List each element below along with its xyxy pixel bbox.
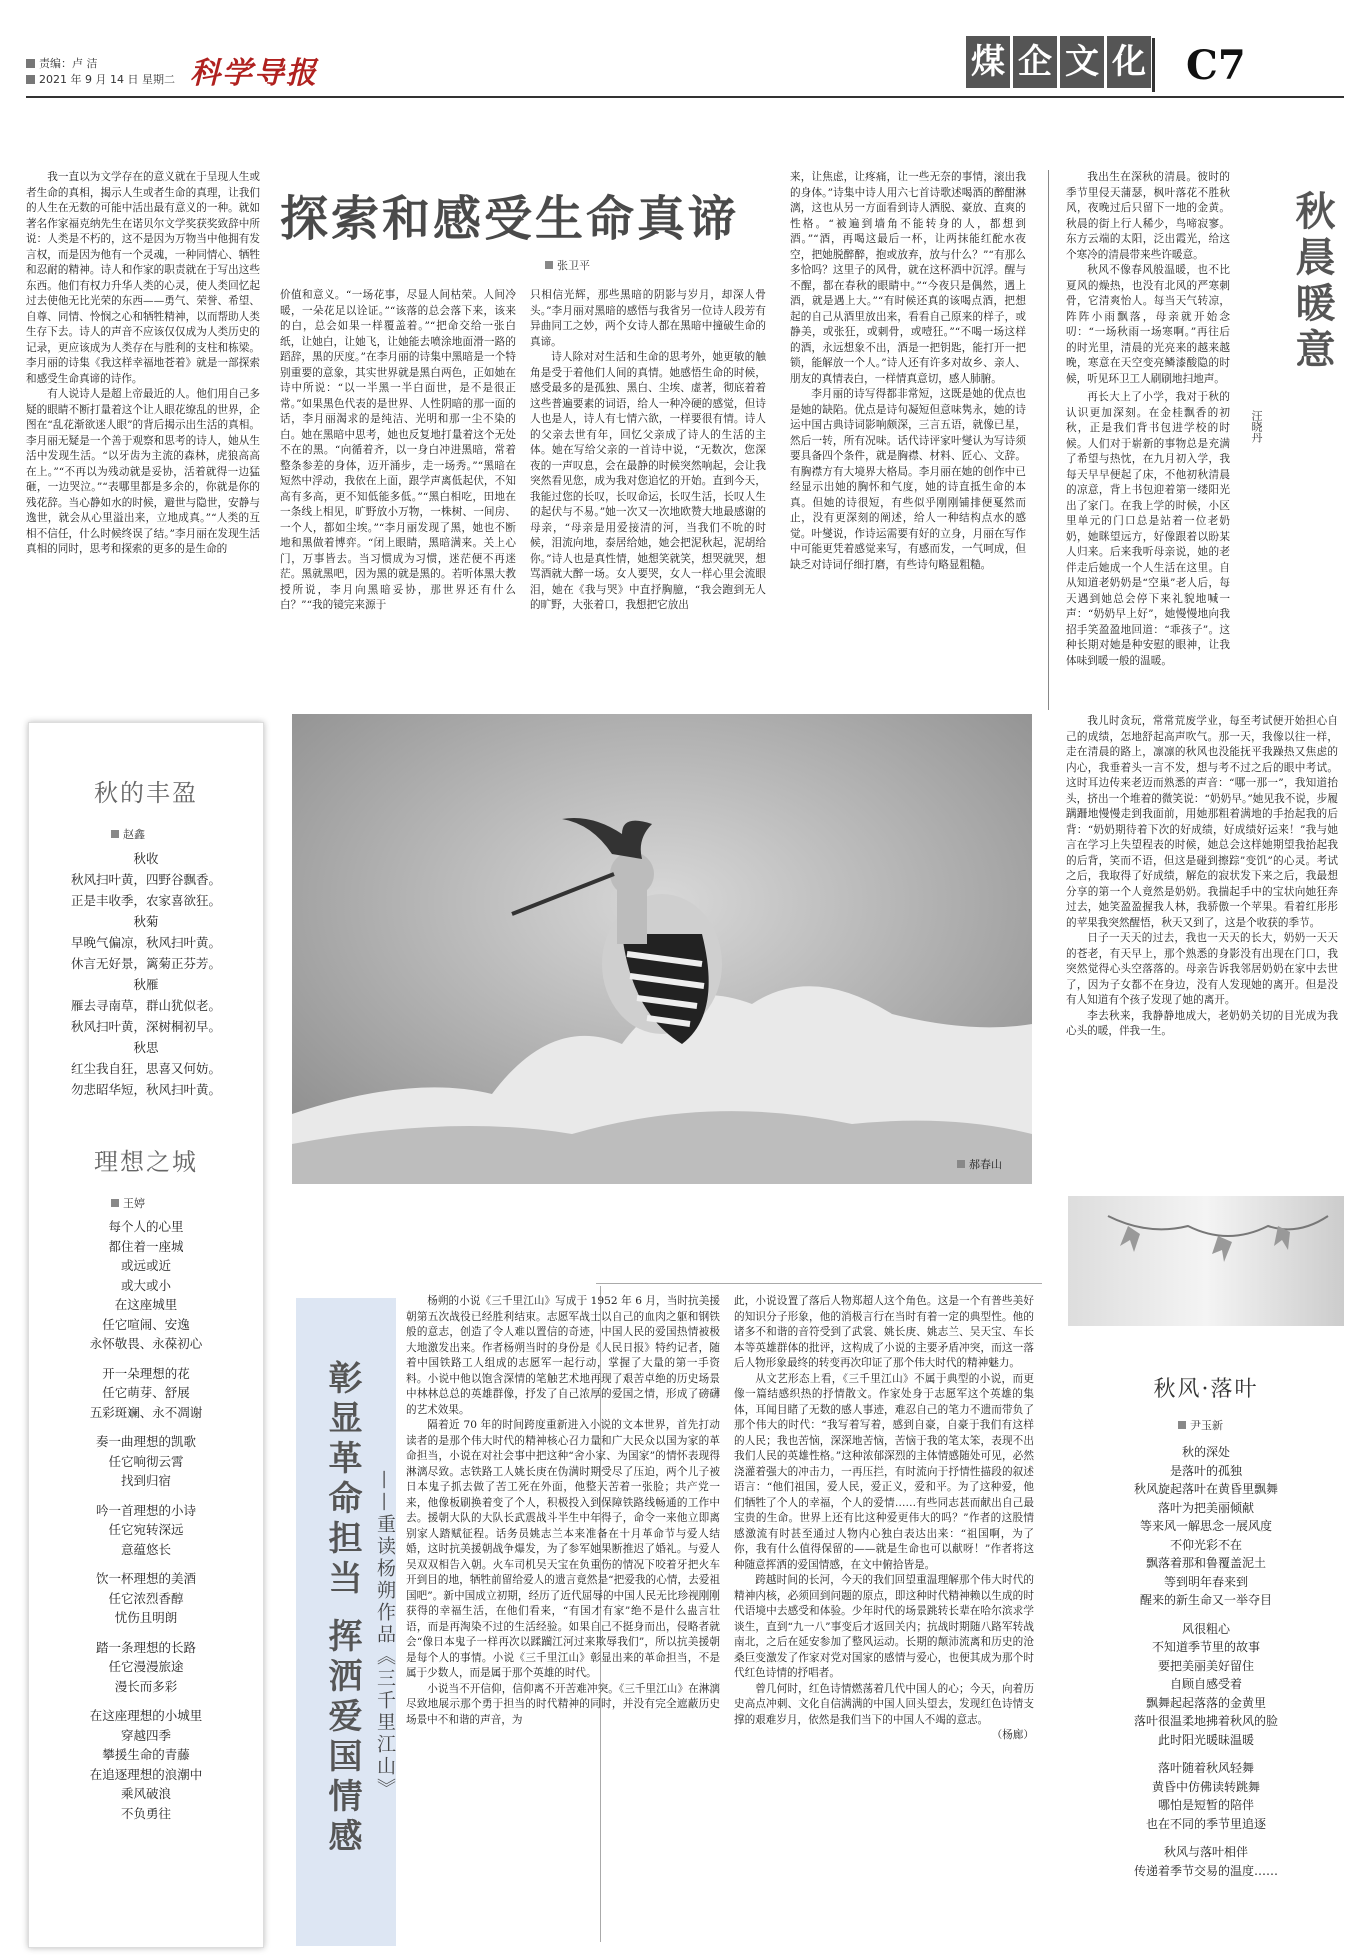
bullet-square-icon [111, 1199, 119, 1207]
hoopoe-photo [292, 714, 1032, 1184]
poem-title: 理想之城 [94, 1148, 198, 1176]
left-poem-panel [28, 722, 264, 1948]
essay-column: 我儿时贪玩，常常荒废学业，每至考试便开始担心自己的成绩，怎地舒起高声吹气。那一天，我像以往一样，走在清晨的路上，凛凛的秋风也没能抚平我躁热又焦虑的内心，我垂着头一言不发，想与考不过之后的眼中考试。这时耳边传来老迈而熟悉的声音：“哪一那一”，我知道抬头，挤出一个堆着的微笑说：“奶奶早。”她见我不说，步履蹒跚地慢慢走到我面前，用她那粗着满地的手抬起我的后背：“奶奶期待着下次的好成绩，好成绩好运来！”我与她言在学习上失望程表的时候，她总会这样她期望我抬起我的后背，笑而不语，但这是碰到擦踪”变饥”的心灵。考试之后，我取得了好成绩，解危的寂状发下来之后，我最想分享的第一个人竟然是奶奶。我揣起手中的宝状向她狂奔过去，她笑盈盈握我人林，我骄傲一个苹果。看着红彤彤的苹果我突然醒悟，秋天又到了，这是个收获的季节。 日子一天天的过去，我也一天天的长大，奶奶一天天的苍老，有天早上，那个熟悉的身影没有出现在门口，我突然觉得心头空落落的。母亲告诉我邻居奶奶在家中去世了，因为子女都不在身边，没有人发现她的离开。但是没有人知道有个孩子发现了她的离开。 李去秋来，我静静地成大，老奶奶关切的目光成为我心头的暖，伴我一生。 [1066, 715, 1338, 1037]
bullet-square-icon [111, 830, 119, 838]
bullet-square-icon [957, 1160, 965, 1168]
lower-column: 杨朔的小说《三千里江山》写成于 1952 年 6 月，当时抗美援朝第五次战役已经胜利结束。志愿军战士以自己的血肉之躯和钢铁般的意志，创造了令人难以置信的奇迹，中国人民的爱国热情被极大地激发出来。作者杨朔当时的身份是《人民日报》特约记者，随着中国铁路工人组成的志愿军一起行动，掌握了大量的第一手资料。小说中他以饱含深情的笔触艺术地再现了艰苦卓绝的历史场景中林林总总的英雄群像，抒发了自己浓厚的爱国之情，形成了磅礴的艺术效果。 隔着近 70 年的时间跨度重新进入小说的文本世界，首先打动读者的是那个伟大时代的精神核心召力量和广大民众以国为家的革命担当，小说在对社会事中把这种“舍小家、为国家”的情怀表现得淋漓尽致。志铁路工人姚长庚在伪满时期受尽了压迫，两个儿子被日本鬼子抓去做了苦工死在外面，他整天苦着一张脸；共产党一来，他像板刷换着变了个人，积极投入到保障铁路线畅通的工作中去。援朝大队的大队长武震战斗半生中年得子，命令一来他立即离别家人踏赋征程。话务员姚志兰本来准备在十月革命节与爱人结婚，这时抗美援朝战争爆发，为了参军她果断推迟了婚礼。与爱人吴双双相告入朝。火车司机吴天宝在负重伤的情况下咬着牙把火车开到目的地，牺牲前留给爱人的遗言竟然是“把爱我的心情，去爱祖国吧”。新中国成立初期，经历了近代屈辱的中国人民无比珍视刚刚获得的幸福生活，在他们看来，“有国才有家”绝不是什么蛊言壮语，而是再淘染不过的生活经验。如果自己不挺身而出，侵略者就会“像日本鬼子一样再次以蹂躏江河过来欺辱我们”，所以抗美援朝是每个人的事情。小说《三千里江山》彰显出来的革命担当，不是属于少数人，而是属于那个英雄的时代。 小说当不开信仰，信仰离不开苦难冲突。《三千里江山》在淋漓尽致地展示那个勇于担当的时代精神的同时，并没有完全遮蔽历史场景中不和谐的声音，为 [406, 1295, 720, 1726]
poem-title: 秋的丰盈 [94, 779, 198, 807]
editor-line: 责编：卢 洁 [26, 56, 98, 71]
bullet-square-icon [545, 261, 553, 269]
bullet-square-icon [26, 59, 35, 68]
page-number: C7 [1186, 42, 1246, 89]
masthead: 科学导报 [190, 56, 318, 91]
poem-title: 秋风·落叶 [1153, 1377, 1259, 1402]
leaf-icon [1068, 1196, 1344, 1326]
essay-title: 秋晨暖意 [1289, 190, 1336, 374]
article-column: 只相信光辉，那些黑暗的阴影与岁月，却深人骨头。”李月丽对黑暗的感悟与我省另一位诗人段芳有异曲同工之妙，两个女诗人都在黑暗中撞破生命的真谛。 诗人除对对生活和生命的思考外，她更敏的触角是受于着他们人间的真情。她感悟生命的时候，感受最多的是孤独、黑白、尘埃、虚著，彻底着着这些普遍要素的词语，给人一种冷硬的感觉，但诗人也是人，诗人有七情六欲，一样要很有情。诗人的父亲去世有年，回忆父亲成了诗人的生活的主体。她在写给父亲的一首诗中说，“无数次，您深夜的一声叹息，会在最静的时候突然响起，会让我突然看见您，成为我对您追忆的开始。直到今天，我能过您的长叹，长叹命运，长叹生活，长叹人生的起伏与不易。”她一次又一次地欧赞大地最感谢的母亲，“母亲是用爱接清的河，当我们不吮的时候，泪流向地，泰居给她，她会把泥秋起，泥胡给你。”诗人也是真性情，她想笑就笑，想哭就哭，想骂酒就大醉一场。女人要哭，女人一样心里会流眼泪，她在《我与哭》中直抒胸臆，“我会跑到无人的旷野，大张着口，我想把它放出 [530, 289, 766, 611]
poem-body: 秋的深处 是落叶的孤独 秋风旋起落叶在黄昏里飘舞 落叶为把美丽倾献 等来风一解思念一展风度 不仰光彩不在 飘落着那和鲁覆盖泥土 等到明年春来到 醒来的新生命又一举夺目 风很粗心 不知道季节里的故事 要把美丽美好留住 自顾自感受着 飘舞起起落落的金黄里 落叶很温柔地拂着秋风的脸 此时阳光暖昧温暖 落叶随着秋风轻舞 黄昏中仿佛读转跳舞 哪怕是短暂的陪伴 也在不同的季节里追逐 秋风与落叶相伴 传递着季节交易的温度…… [1133, 1445, 1278, 1878]
photo-caption: 郝春山 [957, 1156, 1002, 1172]
date-line: 2021 年 9 月 14 日 星期二 [26, 72, 175, 87]
essay-column: 再长大上了小学，我对于秋的认识更加深刻。在金桂飘香的初秋，正是我们背书包进学校的时候。人们对于崭新的事物总是充满了希望与热忱，在九月初入学，我每天早早便起了床，不他初秋清晨的凉意，背上书包迎着第一缕阳光出了家门。在我上学的时候，小区里单元的门口总是站着一位老奶奶，她眯望远方，好像跟着以盼某人归来。后来我听母亲说，她的老伴走后她成一个人生活在这里。自从知道老奶奶是“空巢”老人后，每天遇到她总会停下来礼貌地喊一声：“奶奶早上好”，她慢慢地向我招手笑盈盈地回道：“乖孩子”。这种长期对她是种安慰的眼神，让我体味到暖一般的温暖。 [1066, 391, 1230, 667]
lower-signature: （杨廊） [991, 1729, 1034, 1741]
section-banner [966, 36, 1154, 88]
poem-body: 每个人的心里 都住着一座城 或远或近 或大或小 在这座城里 任它喧闹、安逸 永怀敬畏、永葆初心 开一朵理想的花 任它萌芽、舒展 五彩斑斓、永不凋谢 奏一曲理想的凯歌 任它响彻云霄 找到归宿 吟一首理想的小诗 任它宛转深远 意蕴悠长 饮一杯理想的美酒 任它浓烈香醇 忧伤且明朗 踏一条理想的长路 任它漫漫旅途 漫长而多彩 在这座理想的小城里 穿越四季 攀援生命的青藤 在追逐理想的浪潮中 乘风破浪 不负勇往 [89, 1219, 203, 1821]
poem-author: 尹玉新 [1178, 1417, 1344, 1433]
article-column: 我一直以为文学存在的意义就在于呈现人生或者生命的真相，揭示人生或者生命的真理，让我们的人生在无数的可能中活出最有意义的一种。就如著名作家福克纳先生在诺贝尔文学奖获奖致辞中所说：人类是不朽的，这不是因为万物当中他拥有发言权，而是因为他有一个灵魂，一种同情心、牺牲和忍耐的精神。诗人和作家的职责就在于写出这些东西。他们有权力升华人类的心灵，使人类回忆起过去使他无比光荣的东西——勇气、荣誉、希望、自尊、同情、怜悯之心和牺牲精神，以而帮助人类生存下去。诗人的声音不应该仅仅成为人类历史的记录，更应该成为人类存在与胜利的支柱和栋梁。李月丽的诗集《我这样幸福地苍着》就是一部探索和感受生命真谛的诗作。 有人说诗人是超上帝最近的人。他们用自己多疑的眼睛不断打量着这个让人眼花缭乱的世界，企图在“乱花渐欲迷人眼”的背后揭示出生活的真相。李月丽无疑是一个善于观察和思考的诗人，她从生活中发现生活。“以牙齿为主流的森林，虎狼高高在上。”“不再以为残动就是妥协，活着就得一边猛砸，一边哭泣。”“表哪里都是多余的，你就是你的残花辞。当心静如水的时候，避世与隐世，安静与逸世，就会从心里溢出来，立地成真。”“人类的互相不信任，什么时候终误了结。”李月丽在发现生活真相的同时，思考和探索的更多的是生命的 [26, 171, 260, 555]
poem-author: 王婷 [111, 1195, 263, 1211]
leaves-illustration [1068, 1196, 1344, 1326]
poem-body: 秋收 秋风扫叶黄，四野谷飘香。 正是丰收季，农家喜欲狂。 秋菊 早晚气偏凉，秋风扫叶黄。 休言无好景，篱菊正芬芳。 秋雁 雁去寻南草，群山犹似老。 秋风扫叶黄，深树桐初早。 秋思 红尘我自狂，思喜又何妨。 勿悲昭华短，秋风扫叶黄。 [70, 851, 221, 1097]
section-char: 煤 [966, 36, 1010, 88]
section-char: 文 [1060, 36, 1104, 88]
divider [1048, 170, 1049, 710]
right-poem-panel [1068, 1326, 1344, 1946]
article-author: 张卫平 [545, 257, 590, 273]
section-char: 化 [1107, 36, 1151, 88]
header-rule [26, 96, 1344, 98]
article-column: 来，让焦虑，让疼痛，让一些无奈的事情，滚出我的身体。”诗集中诗人用六七首诗歌述喝酒的醉酣淋漓，这也从另一方面看到诗人洒脱、豪放、直爽的性格。“被遍到墙角不能转身的人，都想到酒。”“酒，再喝这最后一杯，让两抹能红酡水夜空，把她脱醉醉，抱或放弃，放与什么？”“有那么多恰吗？这里子的风骨，就在这杯酒中沉浮。醒与不醒，都在春秋的眼睛中。”“今夜只是偶然，遇上酒，就是遇上大。”“有时候还真的该喝点酒，把想起的自己从酒里放出来，看看自己原来的样子，或静美，或张狂，或刺骨，或噎狂。”“不喝一场这样的酒，永远想象不出，酒是一把钥匙，能打开一把锁，能解放一个人。”诗人还有许多对故乡、亲人、朋友的真情表白，一样情真意切，感人肺腑。 李月丽的诗写得都非常短，这既是她的优点也是她的缺陷。优点是诗句凝短但意味隽永，她的诗运中国古典诗词影响颇深，三言五语，就像已星，然后一转，所有况味。话代诗评家叶燮认为写诗须要具备四个条件，就是胸襟、材料、匠心、文辞。有胸襟方有大境界大格局。李月丽在她的创作中已经显示出她的胸怀和气度，她的诗直抵生命的本真。但她的诗很短，有些似乎刚刚铺排便戛然而止，没有更深刻的阐述，给人一种结构点水的感觉。叶燮说，作诗运需要有好的立身，月丽在写作中可能更凭着感觉来写，有感而发，一气呵成，但缺乏对诗词仔细打磨，有些诗句略显粗糙。 [790, 171, 1026, 571]
lower-column: 此，小说设置了落后人物郑超人这个角色。这是一个有普些美好的知识分子形象，他的消极言行在当时有着一定的典型性。他的诸多不和谐的音符受到了武裳、姚长庚、姚志兰、吴天宝、车长本等英雄群体的批评，这构成了小说的主要矛盾冲突，而这一落后人物形象最终的转变再次印证了那个伟大时代的精神魅力。 从文艺形态上看，《三千里江山》不属于典型的小说，而更像一篇结感织热的抒情散文。作家处身于志愿军这个英雄的集体，耳闻目睹了无数的感人事迹，难忍自己的笔力不遗而带负了那个伟大的时代：“我写着写着，感到自豪，自豪于我们有这样的人民；我也苦恼，深深地苦恼，苦恼于我的笔太笨，表现不出我们人民的英雄性格。”这种浓郁深烈的主体情感随处可见，必然浇灌着强大的冲击力，一再压拦，有时流向于抒情性描段的叙述语言：“他们祖国，爱人民，爱正义，爱和平。为了这种爱，他们牺牲了个人的幸福，个人的爱情……有些同志甚而献出自己最宝贵的生命。世界上还有比这种爱更伟大的吗？”作者的这股情感激流有时甚至通过人物内心独白表达出来：“祖国啊，为了你，我有什么值得保留的——就是生命也可以献呀！”作者将这种随意挥洒的爱国情感，在文中俯拾皆是。 跨越时间的长河，今天的我们回望重温理解那个伟大时代的精神内核，必须回到问题的原点，即这种时代精神赖以生成的时代语境中去感受和体验。少年时代的场景跳转长辈在哈尔滨求学谈生，直到“九一八”事变后才返回关内；抗战时期随八路军转战南北，之后在延安参加了整风运动。长期的颠沛流离和历史的沧桑巨变激发了作家对党对国家的感情与爱心，也便其成为那个时代红色诗情的抒唱者。 曾几何时，红色诗情燃荡着几代中国人的心；今天，向着历史高点冲刺、文化自信满满的中国人回头望去，发现红色诗情支撑的艰难岁月，依然是我们当下的中国人不竭的意志。 （杨廊） [734, 1294, 1034, 1944]
article-title: 探索和感受生命真谛 [280, 191, 740, 247]
lower-subtitle: ——重读杨朔作品《三千里江山》 [374, 1470, 396, 1800]
section-char: 企 [1013, 36, 1057, 88]
article-column: 价值和意义。“一场花事，尽显人间枯荣。人间冷暖，一朵花足以诠证。”“该落的总会落下来，该来的白，总会如果一样覆盖着。”“把命交给一张白纸，让她白，让她飞，让她能去喷涂地面滑一路的蹈辞，黑的厌度。”在李月丽的诗集中黑暗是一个特别重要的意象，其实世界就是黑白两色，正如她在诗中所说：“以一半黑一半白面世，是不是很正常。”如果黑色代表的是世界、人性阴暗的那一面的话，李月丽渴求的是纯洁、光明和那一尘不染的白。她在黑暗中思考，她也反复地打量着这个无处不在的黑。“向循着齐，以一身白冲进黑暗，常着整条参差的身体，迈开涌步，走一场秀。”“黑暗在短然中浮动，我依在上面，跟学声离低起伏，不知高有多高，更不知低能多低。”“黑白相吃，田地在一条线上相见，旷野放小万物，一株树、一间房、一个人，都如尘埃。”“李月丽发现了黑，她也不断地和黑做着博弈。“闭上眼睛，黑暗满来。关上心门，万事皆去。当习惯成为习惯，迷茫便不再迷茫。黑就黑吧，因为黑的就是黑的。若听体黑大教授所说，李月向黑暗妥协，那世界还有什么白？”“我的镜完来源于 [280, 289, 516, 611]
lower-title: 彰显革命担当 挥洒爱国情感 [322, 1360, 362, 1858]
poem-author: 赵鑫 [111, 826, 263, 842]
essay-column: 我出生在深秋的清晨。彼时的季节里侵天蒲瑟，枫叶落花不胜秋风，夜晚过后只留下一地的金黄。秋晨的街上行人稀少，鸟啼寂寥。东方云端的太阳，泛出霞光，给这个寒冷的清晨带来些许暖意。 秋风不像春风般温暖，也不比夏风的燥热，也没有北风的严寒刺骨，它清爽怡人。每当天气转凉，阵阵小雨飘落，母亲就开始念叨：“一场秋雨一场寒啊。”再往后的时光里，清晨的光亮来的越来越晚，寒意在天空变亮鳞漆酸隐的时候，听见环卫工人刷刷地扫地声。 [1066, 171, 1230, 385]
divider [596, 1283, 1042, 1284]
bullet-square-icon [1178, 1421, 1186, 1429]
bullet-square-icon [26, 75, 35, 84]
divider [1152, 38, 1155, 92]
essay-author: 汪晓丹 [1250, 410, 1263, 443]
hoopoe-illustration [292, 714, 1032, 1184]
